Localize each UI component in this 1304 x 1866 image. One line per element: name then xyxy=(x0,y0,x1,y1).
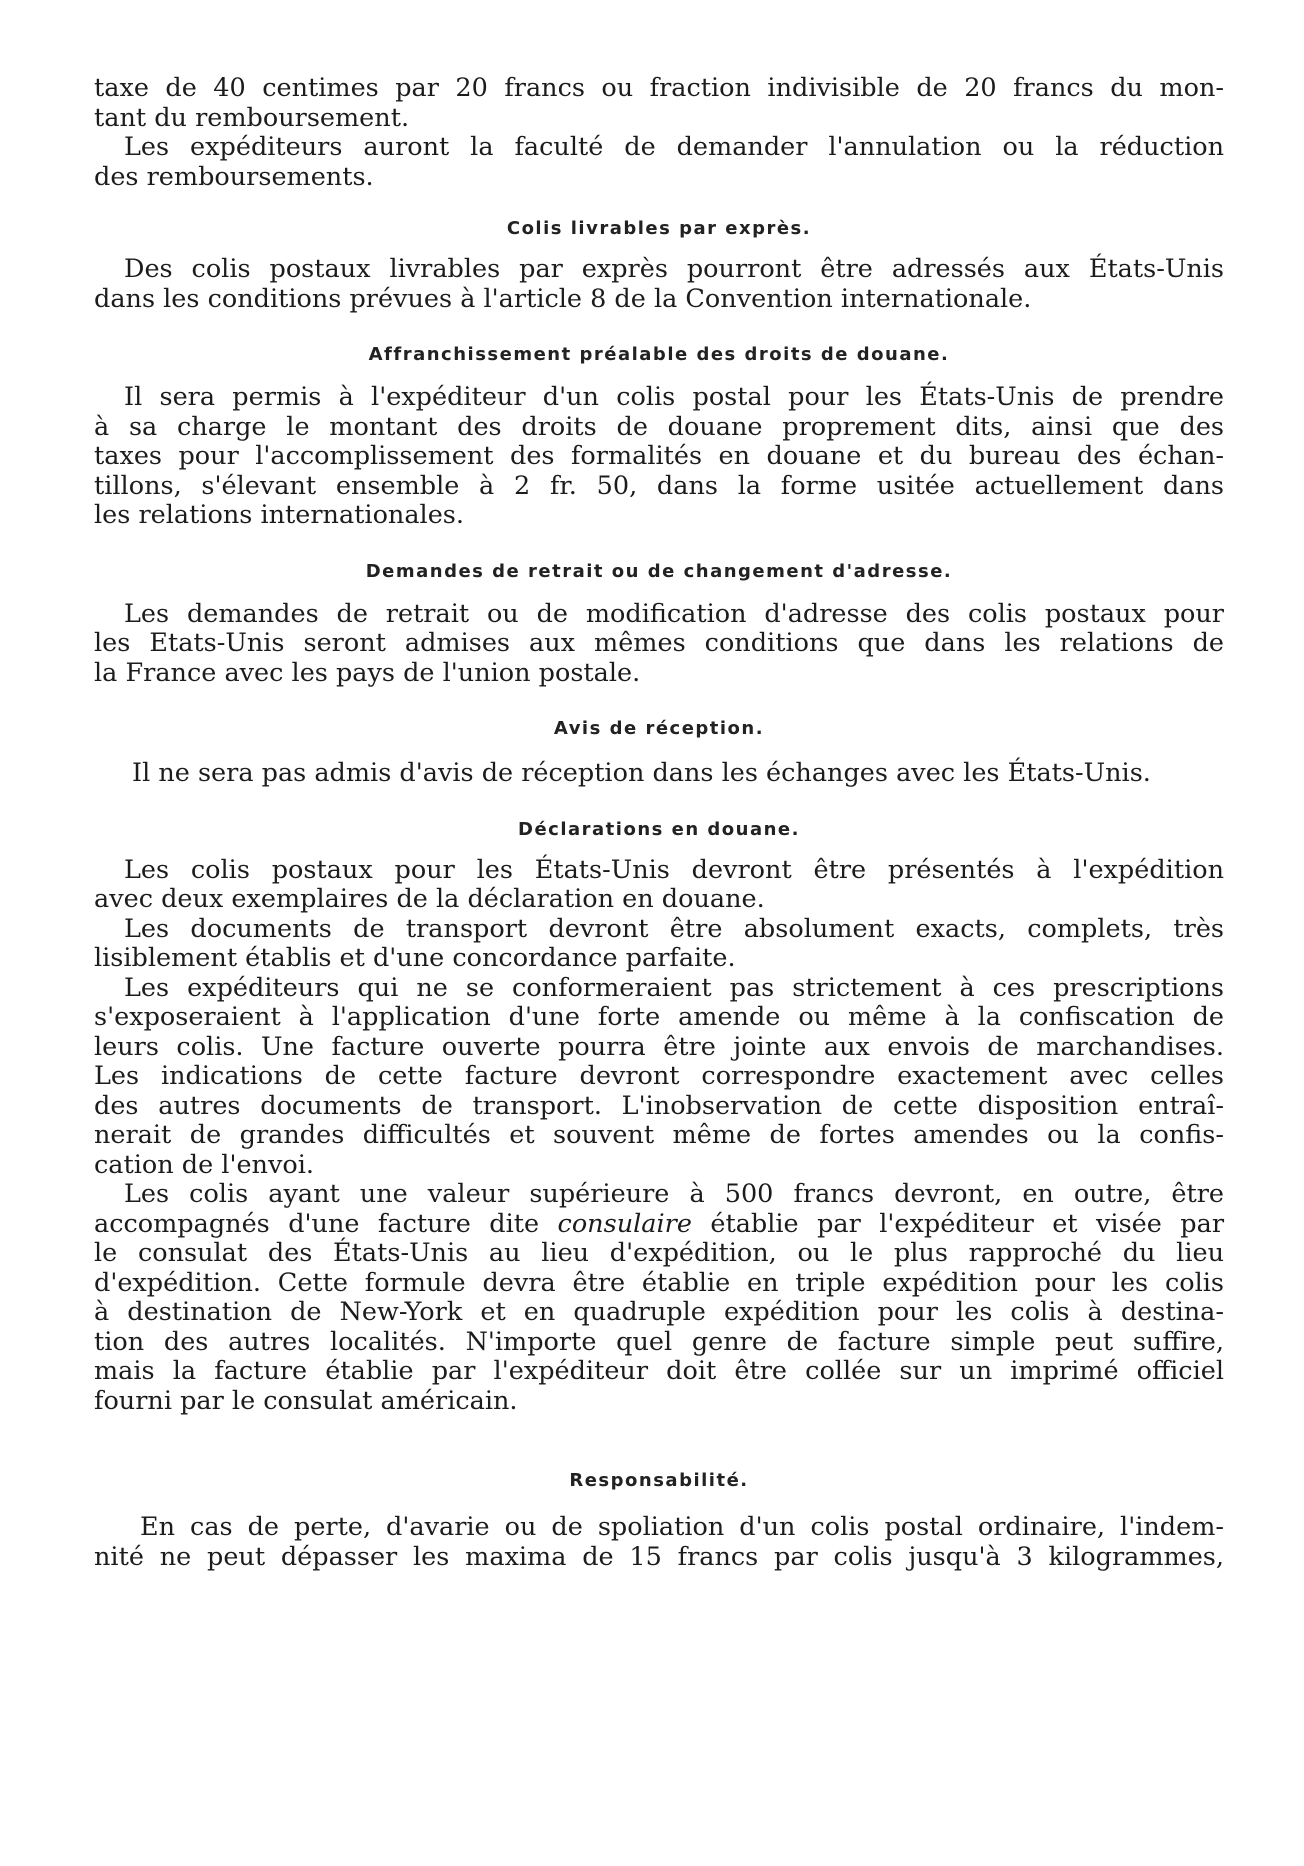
paragraph-declarations-1 xyxy=(94,856,1224,915)
text-line: taxe de 40 centimes par 20 francs ou fraction indivisible de 20 francs du mon- xyxy=(94,73,1224,103)
text-line: dans les conditions prévues à l'article 8 de la Convention internationale. xyxy=(94,283,1032,314)
text-line: cation de l'envoi. xyxy=(94,1149,314,1180)
paragraph-avis xyxy=(94,759,1224,789)
heading-colis-exprès: Colis livrables par exprès. xyxy=(506,218,812,239)
text-line: à sa charge le montant des droits de douane proprement dits, ainsi que des xyxy=(94,411,1224,442)
text-line: d'expédition. Cette formule devra être établie en triple expédition pour les colis xyxy=(94,1267,1224,1298)
paragraph-declarations-3 xyxy=(94,974,1224,1181)
heading-avis-reception: Avis de réception. xyxy=(553,718,765,739)
text-line: En cas de perte, d'avarie ou de spoliation d'un colis postal ordinaire, l'indem- xyxy=(140,1512,1224,1542)
text-line: Il sera permis à l'expéditeur d'un colis postal pour les États-Unis de prendre xyxy=(124,382,1224,412)
text-line: nerait de grandes difficultés et souvent même de fortes amendes ou la confis- xyxy=(94,1120,1224,1150)
text-line: Les indications de cette facture devront correspondre exactement avec celles xyxy=(94,1061,1224,1091)
text-segment: établie par l'expéditeur et visée par xyxy=(691,1208,1225,1239)
paragraph-exprès xyxy=(94,255,1224,314)
text-line: s'exposeraient à l'application d'une forte amende ou même à la confiscation de xyxy=(94,1002,1224,1032)
text-line: Les colis postaux pour les États-Unis devront être présentés à l'expédition xyxy=(124,854,1224,885)
text-line: la France avec les pays de l'union postale. xyxy=(94,657,641,688)
text-line: Les colis ayant une valeur supérieure à 500 francs devront, en outre, être xyxy=(124,1179,1224,1209)
heading-retrait: Demandes de retrait ou de changement d'adresse. xyxy=(365,560,953,582)
paragraph-remboursement-taxe xyxy=(94,74,1224,133)
text-line: des remboursements. xyxy=(94,161,374,192)
text-line: taxes pour l'accomplissement des formalités en douane et du bureau des échan- xyxy=(94,441,1224,471)
text-line: fourni par le consulat américain. xyxy=(94,1385,518,1416)
text-line xyxy=(94,1210,1224,1240)
paragraph-annulation xyxy=(94,133,1224,192)
text-line: Les demandes de retrait ou de modification d'adresse des colis postaux pour xyxy=(124,598,1224,629)
paragraph-retrait xyxy=(94,600,1224,689)
text-line: tant du remboursement. xyxy=(94,102,410,133)
text-line: les Etats-Unis seront admises aux mêmes conditions que dans les relations de xyxy=(94,628,1224,658)
text-line: Les documents de transport devront être absolument exacts, complets, très xyxy=(124,913,1224,944)
text-line: à destination de New-York et en quadruple expédition pour les colis à destina- xyxy=(94,1297,1224,1327)
text-line: lisiblement établis et d'une concordance parfaite. xyxy=(94,943,736,973)
heading-declarations: Déclarations en douane. xyxy=(518,818,800,840)
text-line: mais la facture établie par l'expéditeur doit être collée sur un imprimé officiel xyxy=(94,1356,1224,1386)
paragraph-affranchissement xyxy=(94,383,1224,531)
text-line: leurs colis. Une facture ouverte pourra être jointe aux envois de marchandises. xyxy=(94,1031,1224,1062)
text-segment: accompagnés d'une facture dite xyxy=(94,1208,558,1239)
heading-responsabilite: Responsabilité. xyxy=(569,1470,749,1491)
text-line: tillons, s'élevant ensemble à 2 fr. 50, dans la forme usitée actuellement dans xyxy=(94,470,1224,501)
italic-consulaire: consulaire xyxy=(557,1208,692,1239)
text-line: Les expéditeurs qui ne se conformeraient pas strictement à ces prescriptions xyxy=(124,972,1224,1003)
heading-affranchissement: Affranchissement préalable des droits de douane. xyxy=(368,344,950,365)
text-line: Il ne sera pas admis d'avis de réception dans les échanges avec les États-Unis. xyxy=(132,758,1151,788)
document-page xyxy=(94,74,1224,1572)
text-line: tion des autres localités. N'importe quel genre de facture simple peut suffire, xyxy=(94,1326,1224,1357)
paragraph-declarations-4 xyxy=(94,1180,1224,1416)
text-line: le consulat des États-Unis au lieu d'expédition, ou le plus rapproché du lieu xyxy=(94,1238,1224,1268)
text-line: les relations internationales. xyxy=(94,500,464,530)
text-line: avec deux exemplaires de la déclaration en douane. xyxy=(94,884,765,914)
text-line: des autres documents de transport. L'inobservation de cette disposition entraî- xyxy=(94,1090,1224,1121)
text-line: Les expéditeurs auront la faculté de demander l'annulation ou la réduction xyxy=(124,132,1224,162)
text-line: Des colis postaux livrables par exprès pourront être adressés aux États-Unis xyxy=(124,254,1224,284)
paragraph-responsabilite xyxy=(94,1513,1224,1572)
paragraph-declarations-2 xyxy=(94,915,1224,974)
text-line: nité ne peut dépasser les maxima de 15 francs par colis jusqu'à 3 kilogrammes, xyxy=(94,1541,1224,1572)
